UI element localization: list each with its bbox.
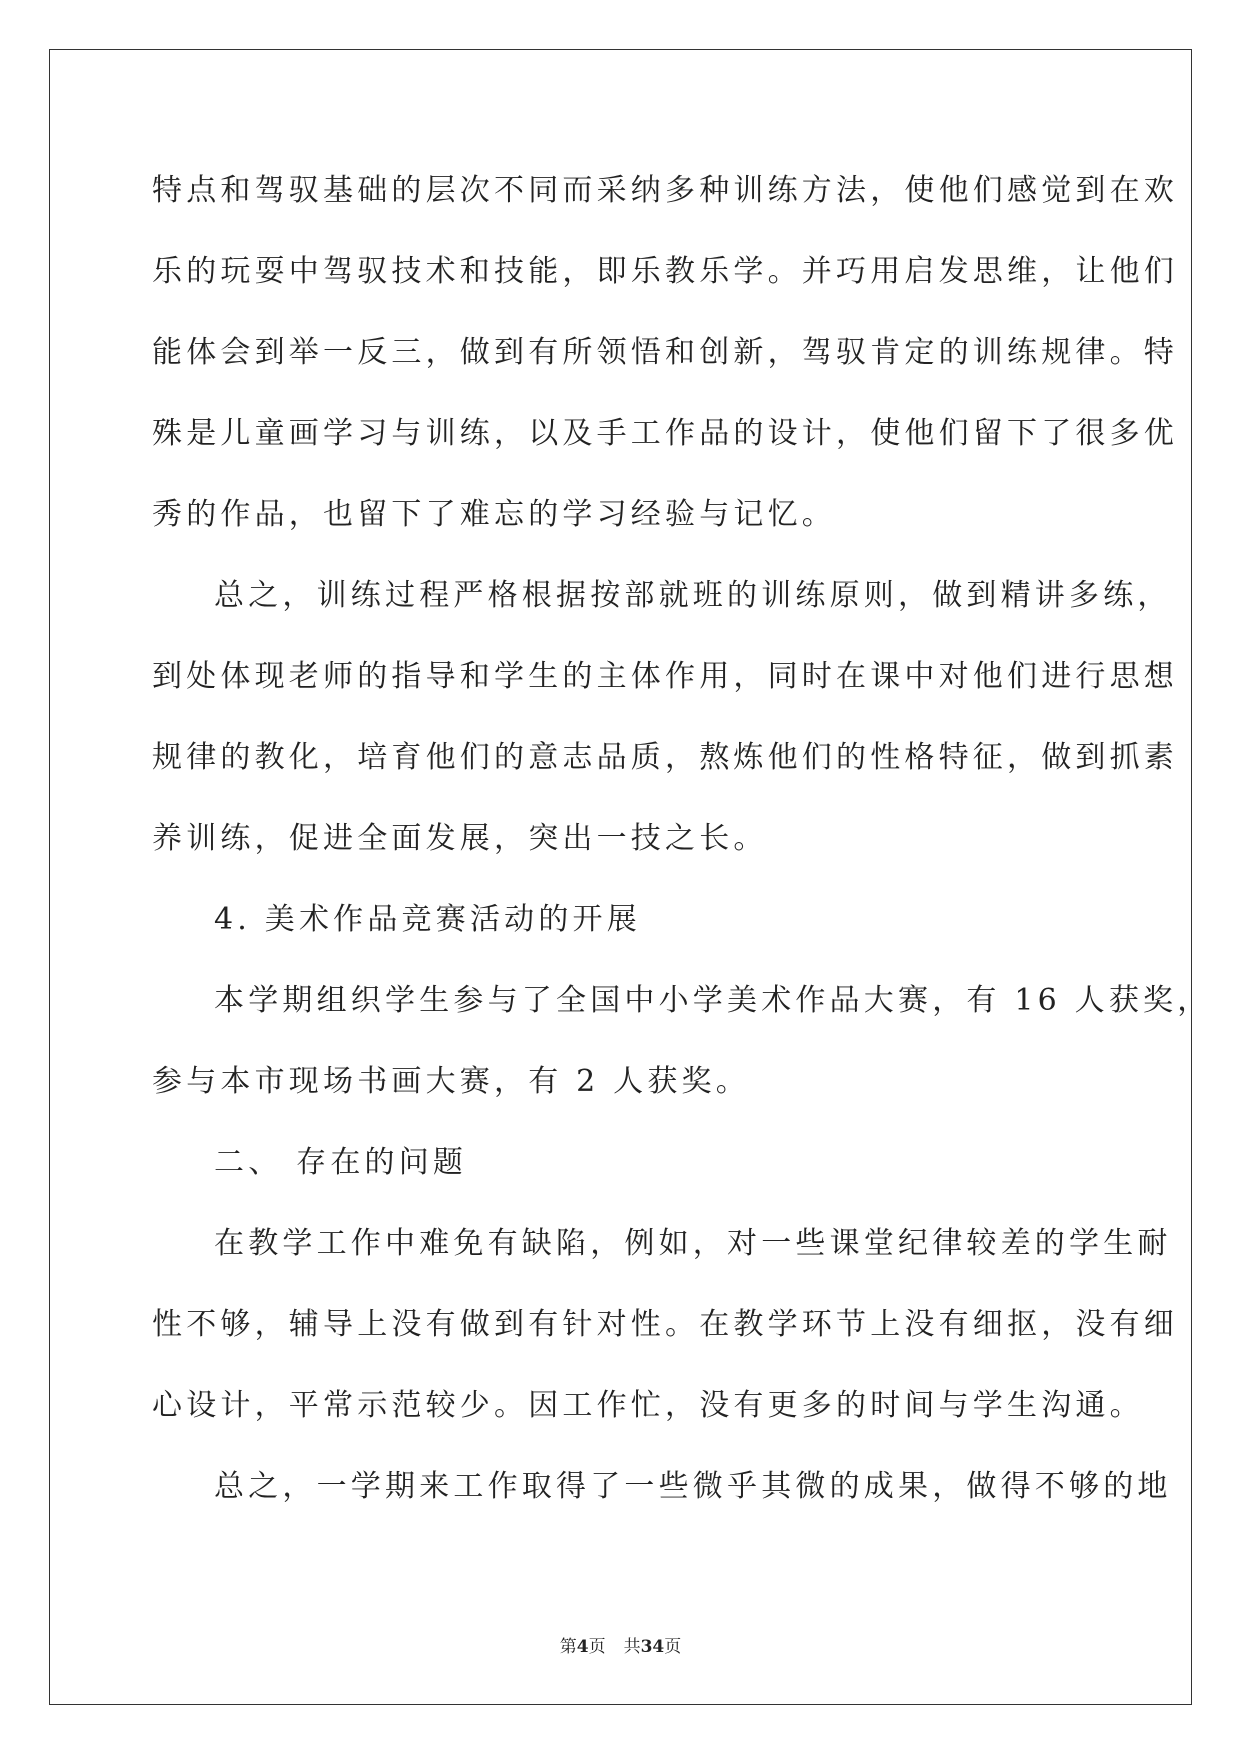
text-line: 能体会到举一反三，做到有所领悟和创新，驾驭肯定的训练规律。特 [152, 335, 1178, 370]
page-footer [0, 1632, 1241, 1657]
text-line: 秀的作品，也留下了难忘的学习经验与记忆。 [152, 497, 836, 532]
paragraph-start-line: 总之，一学期来工作取得了一些微乎其微的成果，做得不够的地 [214, 1469, 1172, 1504]
page-suffix: 页 [588, 1637, 606, 1657]
text-line: 殊是儿童画学习与训练，以及手工作品的设计，使他们留下了很多优 [152, 416, 1178, 451]
page-prefix: 第 [559, 1637, 577, 1657]
section-heading: 4. 美术作品竞赛活动的开展 [214, 902, 641, 937]
text-line: 心设计，平常示范较少。因工作忙，没有更多的时间与学生沟通。 [152, 1388, 1144, 1423]
text-line: 乐的玩耍中驾驭技术和技能，即乐教乐学。并巧用启发思维，让他们 [152, 254, 1178, 289]
paragraph-start-line: 本学期组织学生参与了全国中小学美术作品大赛，有 16 人获奖， [214, 983, 1212, 1018]
paragraph-start-line: 总之，训练过程严格根据按部就班的训练原则，做到精讲多练， [214, 578, 1172, 613]
text-line: 规律的教化，培育他们的意志品质，熬炼他们的性格特征，做到抓素 [152, 740, 1178, 775]
document-body [152, 163, 1212, 1540]
total-pages: 34 [640, 1637, 665, 1657]
page-number: 4 [576, 1637, 589, 1657]
section-heading: 二、 存在的问题 [214, 1145, 468, 1180]
total-prefix: 共 [623, 1637, 641, 1657]
paragraph-start-line: 在教学工作中难免有缺陷，例如，对一些课堂纪律较差的学生耐 [214, 1226, 1172, 1261]
text-line: 参与本市现场书画大赛，有 2 人获奖。 [152, 1064, 750, 1099]
total-suffix: 页 [664, 1637, 682, 1657]
text-line: 特点和驾驭基础的层次不同而采纳多种训练方法，使他们感觉到在欢 [152, 173, 1178, 208]
text-line: 性不够，辅导上没有做到有针对性。在教学环节上没有细抠，没有细 [152, 1307, 1178, 1342]
text-line: 养训练，促进全面发展，突出一技之长。 [152, 821, 768, 856]
text-line: 到处体现老师的指导和学生的主体作用，同时在课中对他们进行思想 [152, 659, 1178, 694]
